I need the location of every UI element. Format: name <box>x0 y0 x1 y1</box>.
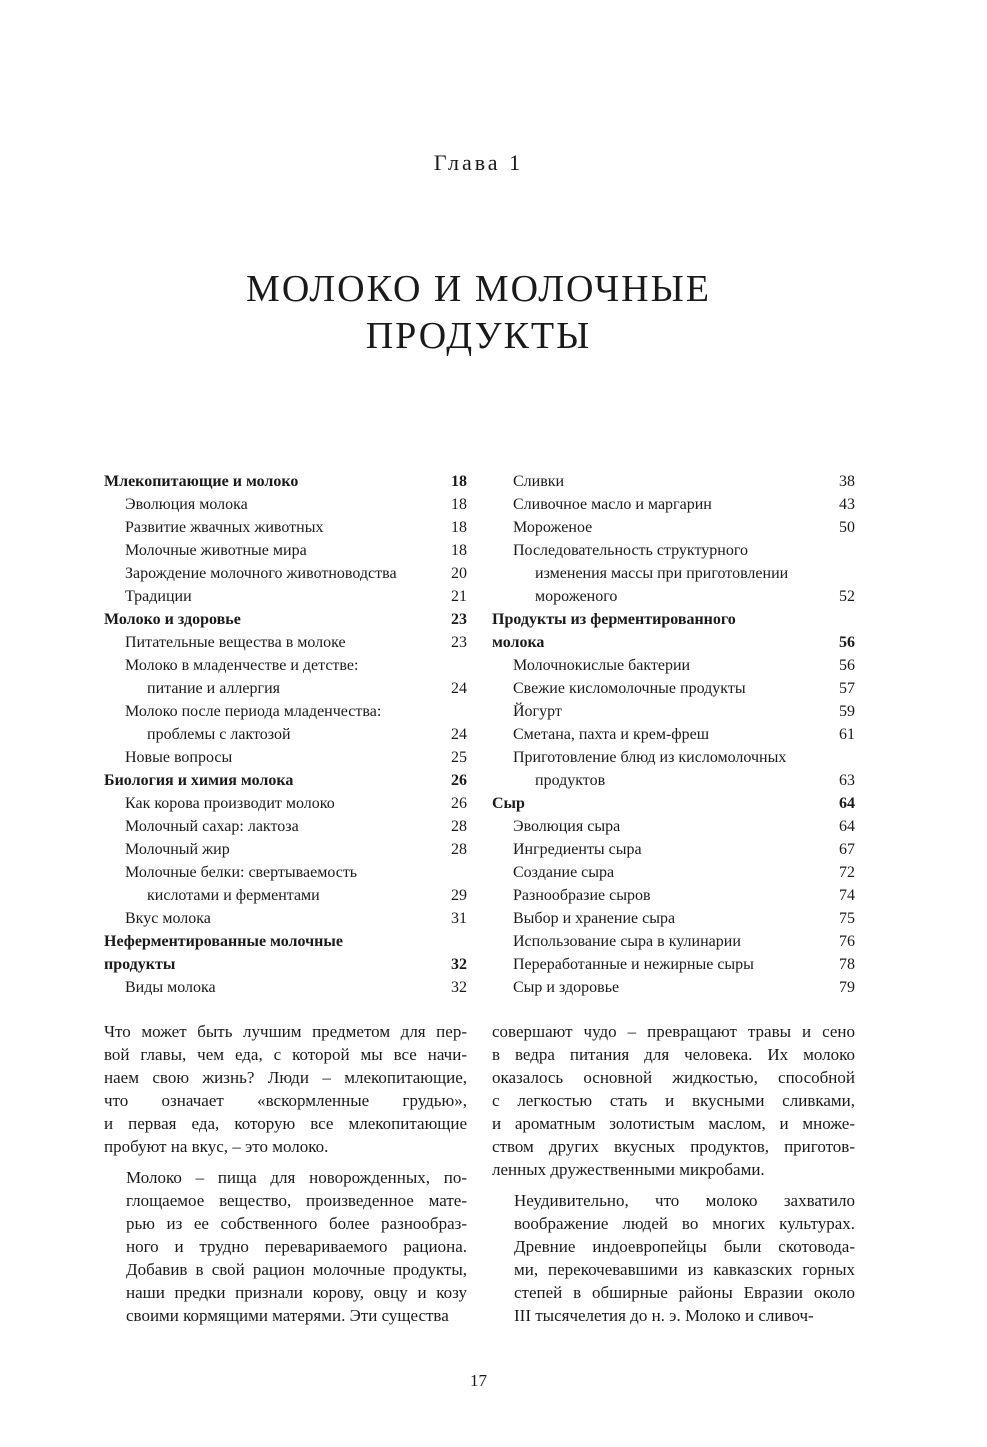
toc-entry-title: Эволюция молока <box>125 496 248 513</box>
toc-entry-title: Биология и химия молока <box>104 772 294 789</box>
text-line: наем свою жизнь? Люди – млекопитающие, <box>104 1068 467 1087</box>
toc-page-number: 28 <box>451 818 467 835</box>
toc-entry-title: Питательные вещества в молоке <box>125 634 346 651</box>
chapter-title-line-2: ПРОДУКТЫ <box>365 315 592 358</box>
toc-page-number: 38 <box>839 473 855 490</box>
toc-entry-title: Мороженое <box>513 519 593 536</box>
toc-entry-title-continued: проблемы с лактозой <box>147 726 291 743</box>
toc-page-number: 63 <box>839 772 855 789</box>
toc-entry-title-continued: продукты <box>104 956 176 973</box>
toc-entry-title: Переработанные и нежирные сыры <box>513 956 754 973</box>
toc-subsection <box>104 562 467 585</box>
toc-page-number: 26 <box>451 772 467 789</box>
toc-entry-title: Как корова производит молоко <box>125 795 335 812</box>
toc-page-number: 67 <box>839 841 855 858</box>
toc-page-number: 64 <box>839 818 855 835</box>
toc-subsection <box>104 815 467 838</box>
toc-entry-title: Молочный сахар: лактоза <box>125 818 299 835</box>
toc-subsection <box>492 815 855 838</box>
toc-subsection <box>492 907 855 930</box>
text-line: Что может быть лучшим предметом для пер- <box>104 1022 467 1041</box>
toc-page-number: 74 <box>839 887 855 904</box>
toc-entry-title: Молочные животные мира <box>125 542 307 559</box>
table-of-contents-right <box>492 470 855 999</box>
toc-section <box>104 769 467 792</box>
toc-entry-title: Неферментированные молочные <box>104 933 343 950</box>
text-line: ленных дружественными микробами. <box>492 1160 765 1179</box>
toc-entry-title-continued: продуктов <box>535 772 606 789</box>
toc-entry-title: Использование сыра в кулинарии <box>513 933 741 950</box>
toc-subsection <box>492 953 855 976</box>
toc-subsection <box>104 493 467 516</box>
text-line: Неудивительно, что молоко захватило <box>514 1191 855 1210</box>
toc-section <box>104 930 467 976</box>
toc-entry-title: Выбор и хранение сыра <box>513 910 676 927</box>
toc-entry-title: Зарождение молочного животноводства <box>125 565 397 582</box>
toc-page-number: 32 <box>451 956 467 973</box>
text-line: что означает «вскормленные грудью», <box>104 1091 467 1110</box>
toc-subsection <box>492 677 855 700</box>
toc-page-number: 23 <box>451 611 467 628</box>
body-paragraph <box>104 1020 467 1158</box>
table-of-contents-left <box>104 470 467 999</box>
text-line: ми, перекочевавшими из кавказских горных <box>514 1260 855 1279</box>
toc-entry-title: Последовательность структурного <box>513 542 748 559</box>
toc-entry-title: Эволюция сыра <box>513 818 621 835</box>
toc-subsection <box>492 539 855 608</box>
toc-entry-title-continued: мороженого <box>535 588 618 605</box>
toc-page-number: 25 <box>451 749 467 766</box>
toc-page-number: 61 <box>839 726 855 743</box>
text-line: степей в обширные районы Евразии около <box>514 1283 855 1302</box>
toc-subsection <box>492 976 855 999</box>
toc-page-number: 64 <box>839 795 855 812</box>
toc-entry-title-continued: кислотами и ферментами <box>147 887 320 904</box>
toc-subsection <box>104 861 467 907</box>
text-line: оказалось основной жидкостью, способной <box>492 1068 855 1087</box>
toc-page-number: 78 <box>839 956 855 973</box>
text-line: наши предки признали корову, овцу и козу <box>126 1283 467 1302</box>
text-line: ством других вкусных продуктов, приготов- <box>492 1137 855 1156</box>
toc-entry-title: Молоко в младенчестве и детстве: <box>125 657 359 674</box>
toc-entry-title: Продукты из ферментированного <box>492 611 736 628</box>
toc-subsection <box>492 654 855 677</box>
toc-page-number: 56 <box>839 657 855 674</box>
toc-subsection <box>104 838 467 861</box>
toc-entry-title: Виды молока <box>125 979 216 996</box>
toc-page-number: 18 <box>451 542 467 559</box>
toc-entry-title: Млекопитающие и молоко <box>104 473 299 490</box>
toc-entry-title: Йогурт <box>513 703 562 720</box>
body-text-right-column <box>492 1020 855 1327</box>
text-line: Молоко – пища для новорожденных, по- <box>126 1168 467 1187</box>
toc-entry-title: Традиции <box>125 588 192 605</box>
toc-page-number: 43 <box>839 496 855 513</box>
toc-page-number: 59 <box>839 703 855 720</box>
toc-page-number: 79 <box>839 979 855 996</box>
toc-entry-title: Сливки <box>513 473 565 490</box>
toc-subsection <box>104 976 467 999</box>
toc-entry-title-continued: изменения массы при приготовлении <box>535 565 789 582</box>
toc-entry-title: Сыр и здоровье <box>513 979 620 996</box>
toc-subsection <box>104 516 467 539</box>
toc-section <box>104 470 467 493</box>
toc-page-number: 21 <box>451 588 467 605</box>
toc-subsection <box>492 884 855 907</box>
text-line: воображение людей во многих культурах. <box>514 1214 855 1233</box>
body-paragraph <box>104 1166 467 1327</box>
toc-entry-title: Сливочное масло и маргарин <box>513 496 712 513</box>
chapter-label: Глава 1 <box>433 150 524 175</box>
text-line: пробуют на вкус, – это молоко. <box>104 1137 329 1156</box>
toc-page-number: 24 <box>451 726 467 743</box>
toc-entry-title: Разнообразие сыров <box>513 887 651 904</box>
toc-entry-title: Сыр <box>492 795 525 812</box>
toc-subsection <box>104 792 467 815</box>
toc-page-number: 23 <box>451 634 467 651</box>
text-line: и ароматным золотистым маслом, и множе- <box>492 1114 855 1133</box>
toc-subsection <box>492 493 855 516</box>
toc-page-number: 18 <box>451 496 467 513</box>
toc-page-number: 72 <box>839 864 855 881</box>
toc-subsection <box>104 654 467 700</box>
toc-subsection <box>104 585 467 608</box>
text-line: совершают чудо – превращают травы и сено <box>492 1022 855 1041</box>
toc-page-number: 18 <box>451 473 467 490</box>
toc-subsection <box>492 700 855 723</box>
toc-entry-title: Молочнокислые бактерии <box>513 657 691 674</box>
toc-page-number: 29 <box>451 887 467 904</box>
toc-entry-title: Молочные белки: свертываемость <box>125 864 358 881</box>
toc-entry-title: Создание сыра <box>513 864 615 881</box>
toc-entry-title: Развитие жвачных животных <box>125 519 324 536</box>
toc-entry-title: Новые вопросы <box>125 749 233 766</box>
body-paragraph <box>492 1189 855 1327</box>
toc-subsection <box>104 700 467 746</box>
toc-subsection <box>104 746 467 769</box>
text-line: рью из ее собственного более разнообраз- <box>126 1214 467 1233</box>
toc-page-number: 26 <box>451 795 467 812</box>
toc-entry-title: Молоко после периода младенчества: <box>125 703 382 720</box>
toc-section <box>104 608 467 631</box>
toc-entry-title: Приготовление блюд из кисломолочных <box>513 749 787 766</box>
toc-section <box>492 608 855 654</box>
toc-subsection <box>492 516 855 539</box>
toc-page-number: 50 <box>839 519 855 536</box>
page-number: 17 <box>470 1371 487 1390</box>
toc-entry-title-continued: молока <box>492 634 545 651</box>
text-line: III тысячелетия до н. э. Молоко и сливоч- <box>514 1306 814 1325</box>
toc-subsection <box>492 838 855 861</box>
toc-page-number: 20 <box>451 565 467 582</box>
toc-section <box>492 792 855 815</box>
text-line: и первая еда, которую все млекопитающие <box>104 1114 467 1133</box>
toc-entry-title-continued: питание и аллергия <box>147 680 280 697</box>
toc-subsection <box>104 907 467 930</box>
text-line: Добавив в свой рацион молочные продукты, <box>126 1260 467 1279</box>
toc-page-number: 52 <box>839 588 855 605</box>
text-line: с легкостью стать и вкусными сливками, <box>492 1091 855 1110</box>
text-line: ного и трудно перевариваемого рациона. <box>126 1237 467 1256</box>
text-line: вой главы, чем еда, с которой мы все начи- <box>104 1045 467 1064</box>
toc-subsection <box>104 539 467 562</box>
toc-subsection <box>492 470 855 493</box>
text-line: Древние индоевропейцы были скотовода- <box>514 1237 855 1256</box>
toc-subsection <box>492 746 855 792</box>
text-line: своими кормящими матерями. Эти существа <box>126 1306 449 1325</box>
chapter-title <box>0 266 957 360</box>
chapter-title-line-1: МОЛОКО И МОЛОЧНЫЕ <box>246 268 711 311</box>
toc-entry-title: Молоко и здоровье <box>104 611 241 628</box>
text-line: в ведра питания для человека. Их молоко <box>492 1045 855 1064</box>
toc-page-number: 76 <box>839 933 855 950</box>
toc-entry-title: Свежие кисломолочные продукты <box>513 680 746 697</box>
toc-page-number: 28 <box>451 841 467 858</box>
toc-page-number: 75 <box>839 910 855 927</box>
toc-page-number: 18 <box>451 519 467 536</box>
toc-subsection <box>492 930 855 953</box>
toc-page-number: 32 <box>451 979 467 996</box>
toc-page-number: 56 <box>839 634 855 651</box>
body-text-left-column <box>104 1020 467 1327</box>
body-paragraph <box>492 1020 855 1181</box>
toc-subsection <box>492 861 855 884</box>
toc-entry-title: Вкус молока <box>125 910 211 927</box>
toc-entry-title: Сметана, пахта и крем-фреш <box>513 726 710 743</box>
toc-entry-title: Молочный жир <box>125 841 230 858</box>
toc-entry-title: Ингредиенты сыра <box>513 841 642 858</box>
toc-subsection <box>104 631 467 654</box>
toc-page-number: 57 <box>839 680 855 697</box>
toc-page-number: 31 <box>451 910 467 927</box>
toc-page-number: 24 <box>451 680 467 697</box>
toc-subsection <box>492 723 855 746</box>
text-line: глощаемое вещество, произведенное мате- <box>126 1191 467 1210</box>
